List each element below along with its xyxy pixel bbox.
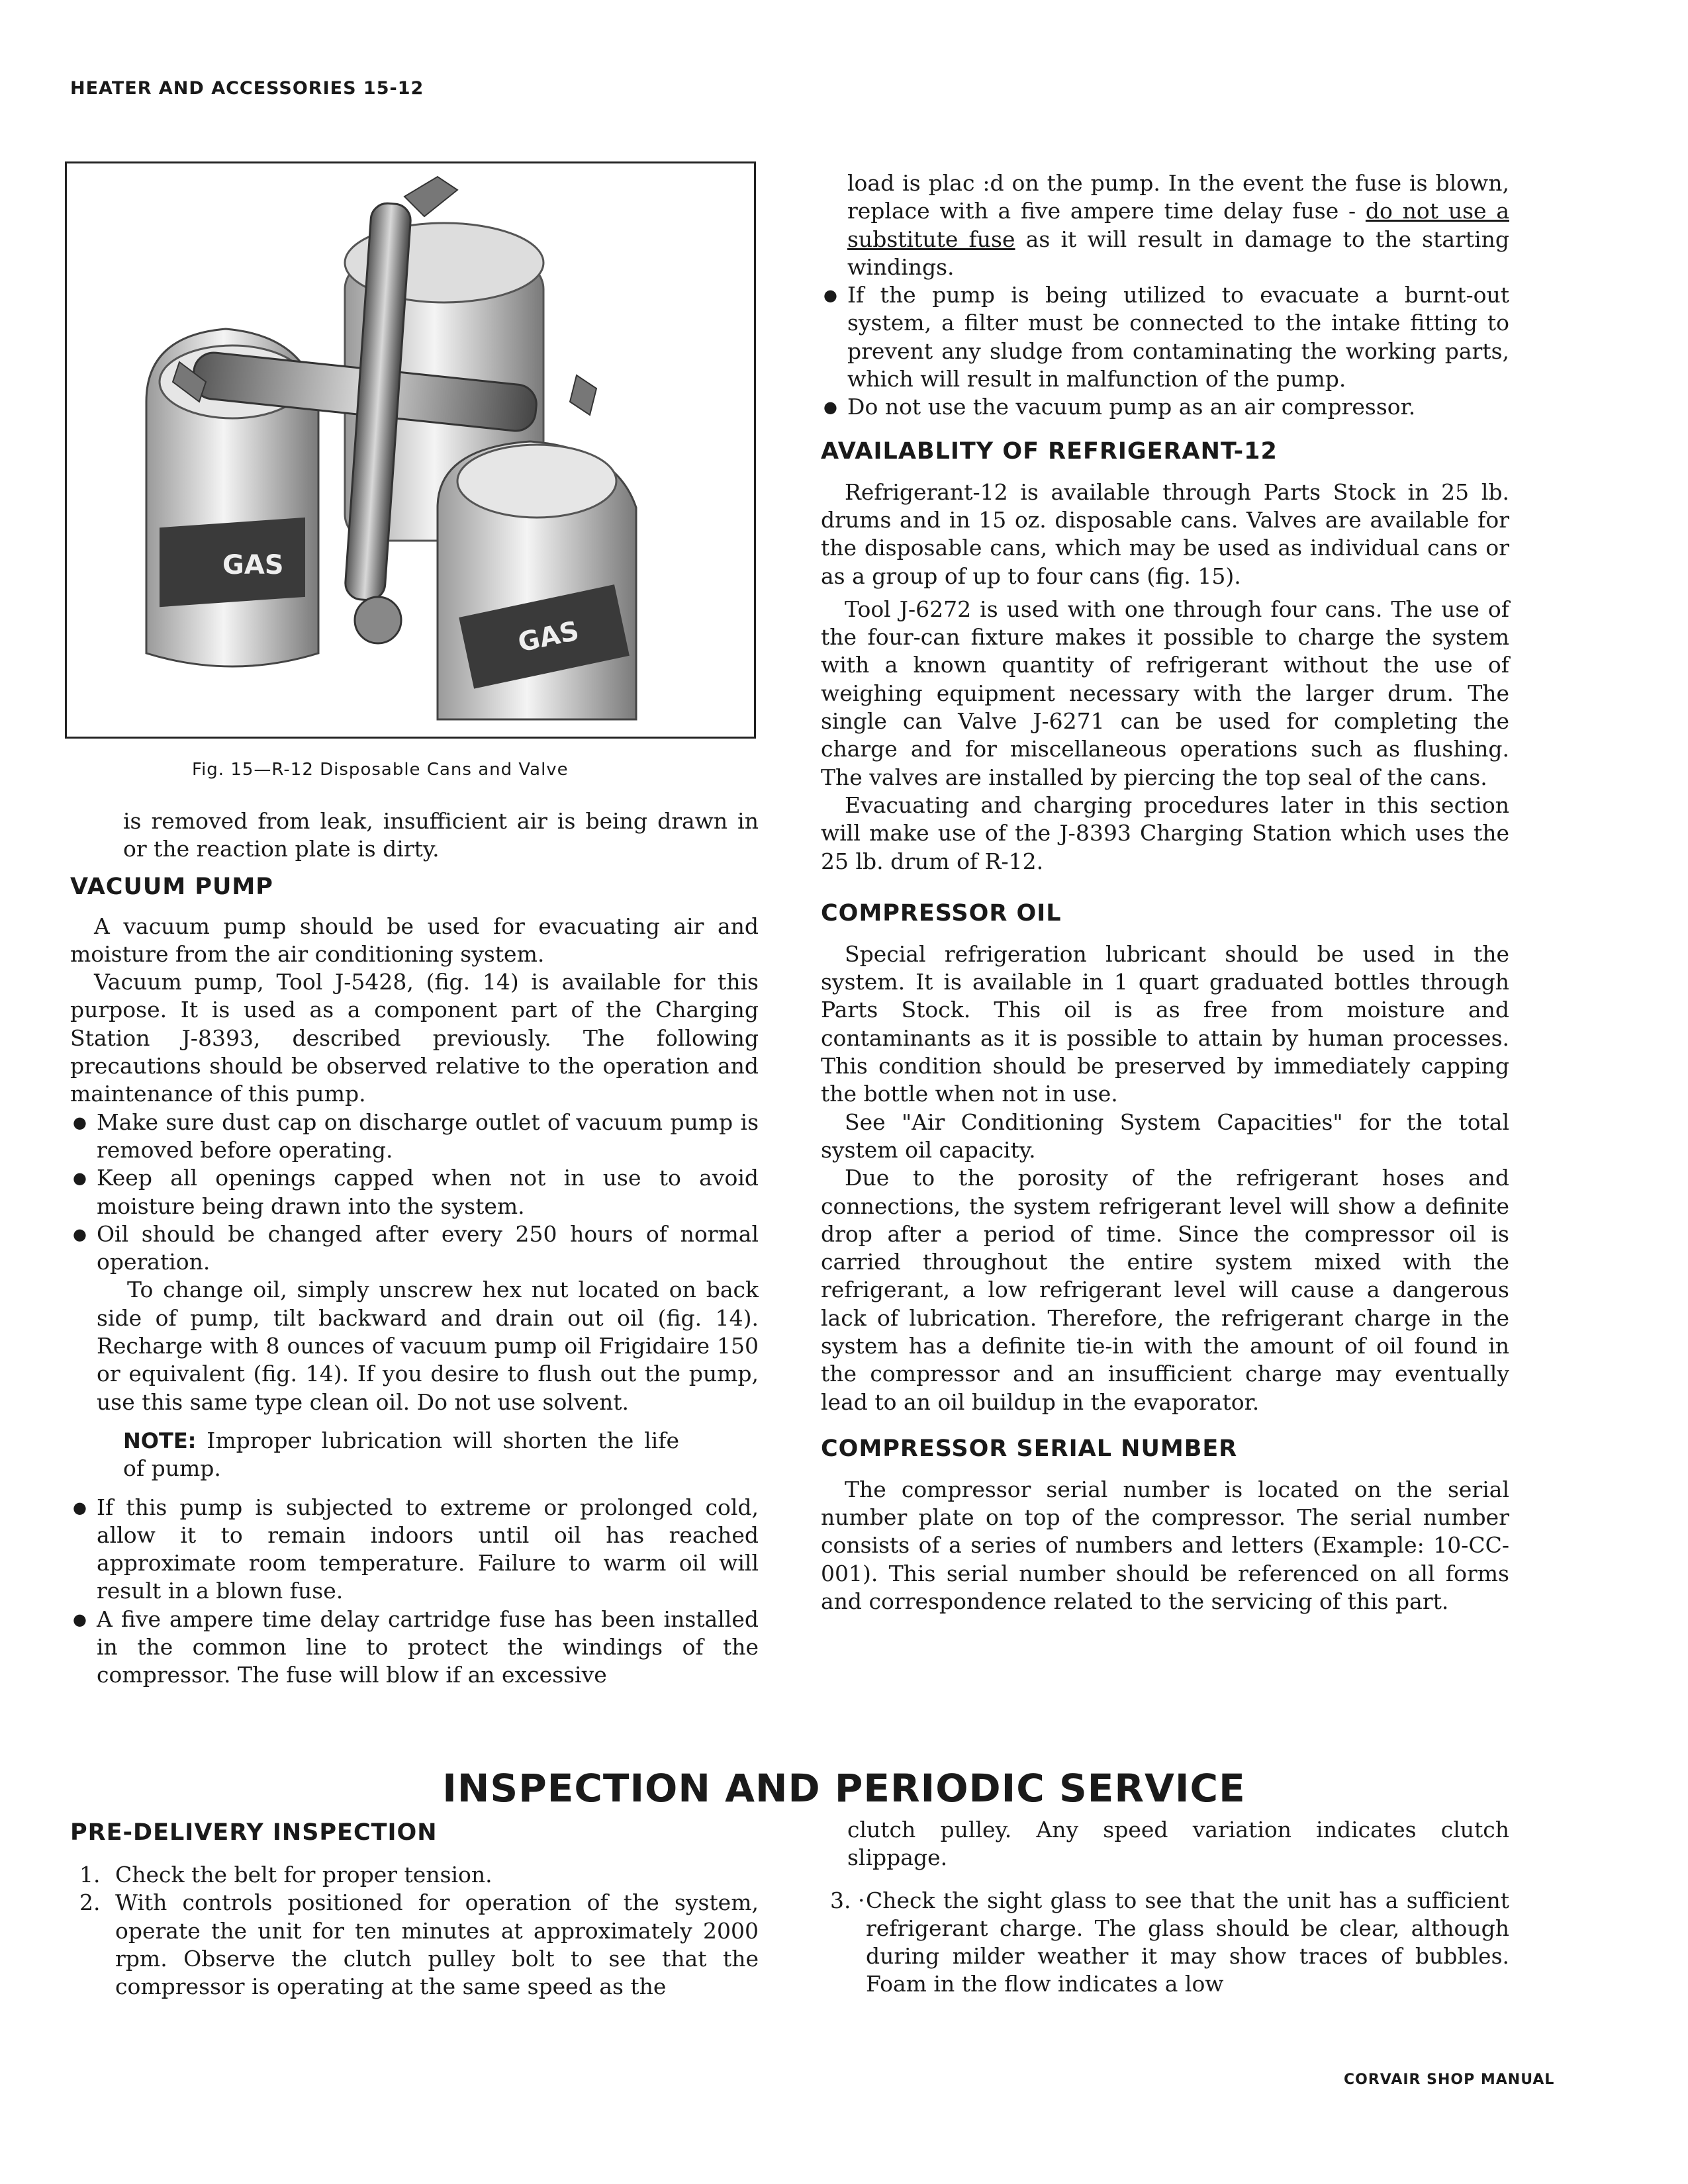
item-number: 3. · [830, 1887, 865, 1913]
fuse-text-b: as it will result in damage to the starting windings. [847, 226, 1509, 280]
item-text: Check the sight glass to see that the unit has a sufficient refrigerant charge. The glass should be clear, although during milder weather it may show traces of bubbles. Foam in the flow indicates a low [866, 1887, 1509, 1997]
fuse-text-a: load is plac :d on the pump. In the event the fuse is blown, replace with a five ampere time delay fuse - [847, 170, 1509, 224]
note-text: Improper lubrication will shorten the life of pump. [123, 1427, 679, 1482]
note-paragraph [70, 1427, 759, 1483]
vacuum-paragraph-1: A vacuum pump should be used for evacuating air and moisture from the air conditioning system. [70, 913, 759, 967]
predelivery-item-3 [821, 1887, 1509, 1999]
serial-paragraph: The compressor serial number is located on the serial number plate on top of the compressor. The serial number consists of a series of numbers and letters (Example: 10-CC-001). This serial number should be referenced on all forms and correspondence related to the servicing of this part. [821, 1476, 1509, 1615]
oil-paragraph-3: Due to the porosity of the refrigerant hoses and connections, the system refrigerant level will show a definite drop after a period of time. Since the compressor oil is carried throughout the entire system mixed with the refrigerant, a low refrigerant level will cause a dangerous lack of lubrication. Therefore, the refrigerant charge in the system has a definite tie-in with the amount of oil found in the compressor and an insufficient charge may eventually lead to an oil buildup in the evaporator. [821, 1165, 1509, 1415]
oil-paragraph-2: See "Air Conditioning System Capacities" for the total system oil capacity. [821, 1109, 1509, 1163]
heading-serial-number: COMPRESSOR SERIAL NUMBER [821, 1435, 1238, 1462]
oil-change-paragraph: To change oil, simply unscrew hex nut located on back side of pump, tilt backward and drain out oil (fig. 14). Recharge with 8 ounces of vacuum pump oil Frigidaire 150 or equivalent (fig. 14). If you desire to flush out the pump, use this same type clean oil. Do not use solvent. [97, 1277, 759, 1415]
bullet-dust-cap: ● Make sure dust cap on discharge outlet of vacuum pump is removed before operating. [70, 1109, 759, 1165]
vacuum-paragraph-2: Vacuum pump, Tool J-5428, (fig. 14) is available for this purpose. It is used as a component part of the Charging Station J-8393, described previously. The following precautions should be observed relative to the operation and maintenance of this pump. [70, 969, 759, 1107]
heading-availability: AVAILABLITY OF REFRIGERANT-12 [821, 437, 1278, 465]
item-text: Check the belt for proper tension. [115, 1862, 492, 1888]
refrigerant-cans-illustration [67, 163, 754, 737]
page-footer: CORVAIR SHOP MANUAL [1344, 2071, 1555, 2088]
heading-vacuum-pump: VACUUM PUMP [70, 873, 273, 900]
can-label-left: GAS [222, 550, 284, 580]
heading-predelivery: PRE-DELIVERY INSPECTION [70, 1819, 438, 1846]
predelivery-item-2-continuation: clutch pulley. Any speed variation indicates clutch slippage. [847, 1817, 1509, 1871]
bullet-no-compressor: ● Do not use the vacuum pump as an air compressor. [821, 393, 1509, 421]
item-number: 1. [79, 1862, 101, 1888]
fuse-text-underlined: do not use a substitute fuse [847, 198, 1509, 252]
predelivery-item-1 [70, 1861, 759, 1889]
predelivery-left [70, 1817, 759, 2001]
availability-paragraph-2: Tool J-6272 is used with one through four cans. The use of the four-can fixture makes it possible to charge the system with a known quantity of refrigerant without the use of weighing equipment necessary with the larger drum. The single can Valve J-6271 can be used for completing the charge and for miscellaneous operations such as flushing. The valves are installed by piercing the top seal of the cans. [821, 596, 1509, 790]
fuse-continuation [821, 169, 1509, 281]
predelivery-right [821, 1816, 1509, 1999]
predelivery-item-2 [70, 1889, 759, 2001]
figure-caption: Fig. 15—R-12 Disposable Cans and Valve [192, 760, 569, 780]
bullet-burnt-out: ● If the pump is being utilized to evacuate a burnt-out system, a filter must be connected to the intake fitting to prevent any sludge from contaminating the working parts, which will result in malfunction of the pump. [821, 281, 1509, 393]
section-title: INSPECTION AND PERIODIC SERVICE [442, 1766, 1246, 1811]
item-text: With controls positioned for operation of the system, operate the unit for ten minutes at approximately 2000 rpm. Observe the clutch pulley bolt to see that the compressor is operating at the same speed as the [115, 1889, 759, 2000]
bullet-fuse: ● A five ampere time delay cartridge fuse has been installed in the common line to protect the windings of the compressor. The fuse will blow if an excessive [70, 1606, 759, 1690]
can-label-right: GAS [515, 615, 582, 659]
page-header: HEATER AND ACCESSORIES 15-12 [70, 78, 424, 99]
right-column [821, 169, 1509, 1615]
bullet-oil-change: ● Oil should be changed after every 250 hours of normal operation. [70, 1220, 759, 1277]
intro-paragraph: is removed from leak, insufficient air is being drawn in or the reaction plate is dirty. [123, 808, 759, 862]
bullet-openings: ● Keep all openings capped when not in use to avoid moisture being drawn into the system. [70, 1164, 759, 1220]
oil-paragraph-1: Special refrigeration lubricant should be used in the system. It is available in 1 quart graduated bottles through Parts Stock. This oil is as free from moisture and contaminants as it is possible to attain by human processes. This condition should be preserved by immediately capping the bottle when not in use. [821, 940, 1509, 1107]
heading-compressor-oil: COMPRESSOR OIL [821, 899, 1062, 927]
right-can [438, 441, 636, 719]
note-label: NOTE: [123, 1428, 197, 1453]
left-column [70, 807, 759, 1690]
availability-paragraph-3: Evacuating and charging procedures later in this section will make use of the J-8393 Charging Station which uses the 25 lb. drum of R-12. [821, 792, 1509, 874]
availability-paragraph-1: Refrigerant-12 is available through Parts Stock in 25 lb. drums and in 15 oz. disposable cans. Valves are available for the disposable cans, which may be used as individual cans or as a group of up to four cans (fig. 15). [821, 478, 1509, 589]
bullet-cold: ● If this pump is subjected to extreme or prolonged cold, allow it to remain indoors until oil has reached approximate room temperature. Failure to warm oil will result in a blown fuse. [70, 1494, 759, 1606]
figure-box [65, 161, 756, 739]
item-number: 2. [79, 1889, 101, 1916]
